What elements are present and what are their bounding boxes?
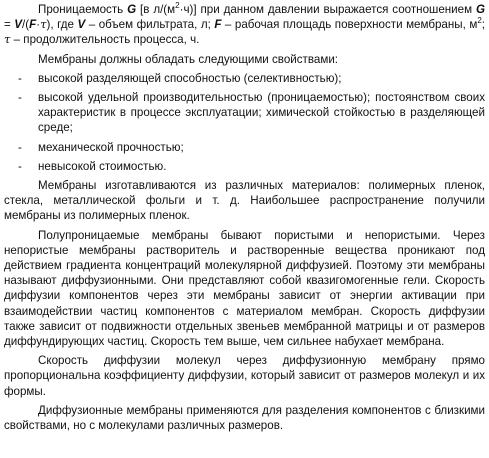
list-item [4, 140, 485, 155]
paragraph-diffusion-rate: Скорость диффузии молекул через диффузионную мембрану прямо пропорциональна коэффициенту диффузии, который зависит от размеров молекул и их формы. [4, 354, 485, 398]
symbol-F: F [29, 18, 37, 32]
paragraph-materials: Мембраны изготавливаются из различных материалов: полимерных пленок, стекла, металлической фольги и т. д. Наибольшее распространение получили мембраны из полимерных пленок. [4, 179, 485, 223]
list-item-text: высокой разделяющей способностью (селективностью); [38, 71, 342, 85]
symbol-tau: τ [4, 32, 11, 47]
symbol-tau: τ [40, 17, 47, 32]
list-item-text: невысокой стоимостью. [38, 159, 167, 173]
dash-marker: - [18, 91, 22, 105]
list-item [4, 159, 485, 174]
superscript: 2 [175, 1, 180, 11]
list-item [4, 71, 485, 86]
list-item-text: высокой удельной производительностью (проницаемостью); постоянством своих характеристик в процессе эксплуатации; химической стойкостью в разделяющей среде; [38, 91, 485, 135]
text-span: ; [481, 18, 485, 32]
text-span: – рабочая площадь поверхности мембраны, м [221, 18, 478, 32]
paragraph-properties-intro: Мембраны должны обладать следующими свойствами: [38, 52, 339, 66]
text-span: ), где [46, 18, 78, 32]
paragraph-semipermeable: Полупроницаемые мембраны бывают пористыми и непористыми. Через непористые мембраны растворитель и растворенные вещества проникают под действием градиента концентраций молекулярной диффузией. Поэтому эти мембраны называют диффузионными. Они представляют собой квазигомогенные гели. Скорость диффузии компонентов через эти мембраны зависит от энергии активации при взаимодействии частиц компонентов с материалом мембран. Скорость диффузии также зависит от подвижности отдельных звеньев мембранной матрицы и от размеров диффундирующих частиц. Скорость тем выше, чем сильнее набухает мембрана. [4, 228, 485, 349]
symbol-V: V [14, 18, 23, 32]
symbol-G: G [127, 3, 137, 16]
symbol-V: V [77, 18, 86, 32]
list-item [4, 90, 485, 136]
list-item-text: механической прочностью; [38, 140, 184, 154]
text-span: [в л/(м [136, 3, 176, 16]
text-span: – объем фильтрата, л; [85, 18, 215, 32]
text-span: · [36, 18, 41, 32]
text-span: ·ч)] при данном давлении выражается соотношением [179, 3, 476, 16]
paragraph-permeability [4, 2, 485, 48]
text-span: /( [22, 18, 30, 32]
dash-marker: - [18, 71, 22, 85]
symbol-G: G [475, 3, 485, 16]
text-span: – продолжительность процесса, ч. [10, 33, 200, 47]
symbol-F: F [214, 18, 222, 32]
dash-marker: - [18, 159, 22, 173]
dash-marker: - [18, 140, 22, 154]
superscript: 2 [477, 16, 482, 26]
paragraph-applications: Диффузионные мембраны применяются для разделения компонентов с близкими свойствами, но с молекулами различных размеров. [4, 403, 485, 433]
text-span: = [4, 18, 15, 32]
text-span: Проницаемость [38, 3, 128, 16]
properties-list [4, 71, 485, 174]
